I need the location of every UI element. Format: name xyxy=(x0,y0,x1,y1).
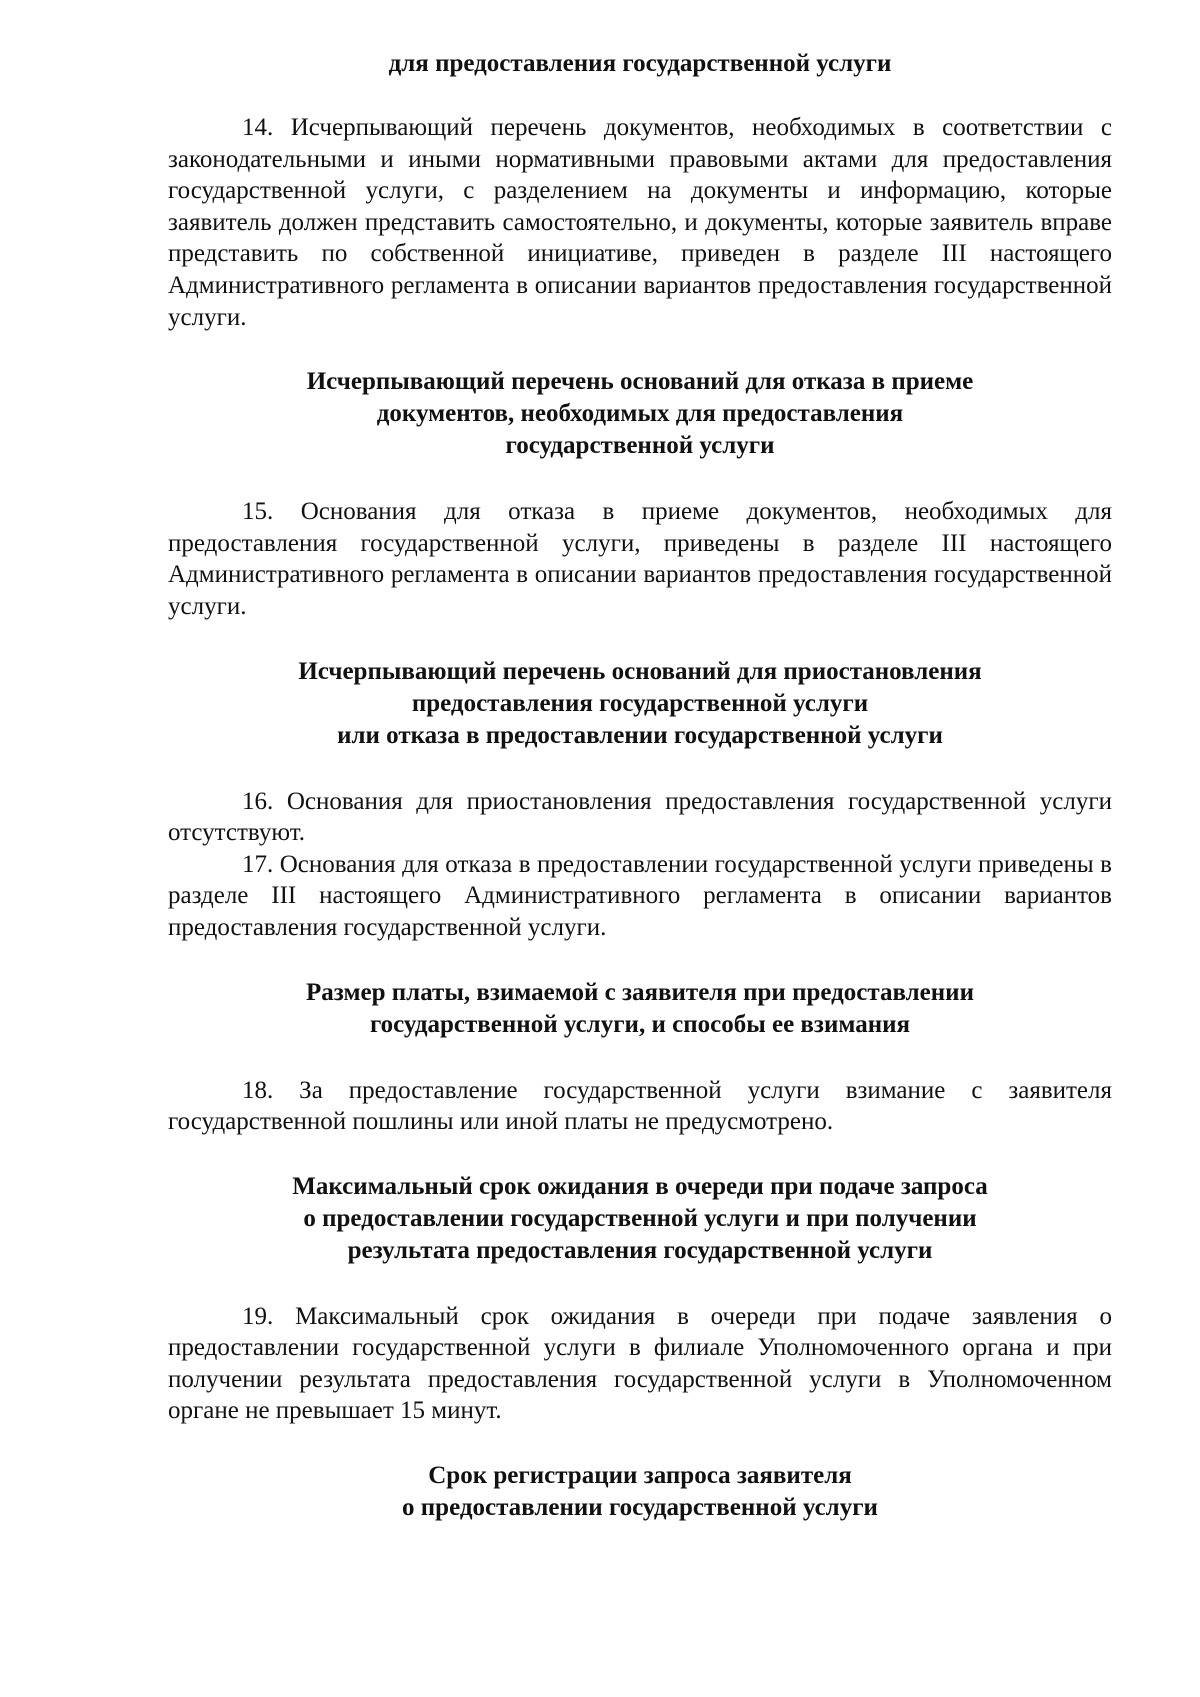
paragraph-17: 17. Основания для отказа в предоставлении государственной услуги приведены в разделе III настоящего Административного регламента в описании вариантов предоставления государственной услуги. xyxy=(168,850,1112,941)
document-page xyxy=(168,48,1112,1524)
paragraph-14: 14. Исчерпывающий перечень документов, необходимых в соответствии с законодательными и иными нормативными правовыми актами для предоставления государственной услуги, с разделением на документы и информацию, которые заявитель должен представить самостоятельно, и документы, которые заявитель вправе представить по собственной инициативе, приведен в разделе III настоящего Административного регламента в описании вариантов предоставления государственной услуги. xyxy=(168,114,1112,331)
paragraph-19: 19. Максимальный срок ожидания в очереди при подаче заявления о предоставлении государственной услуги в филиале Уполномоченного органа и при получении результата предоставления государственной услуги в Уполномоченном органе не превышает 15 минут. xyxy=(168,1302,1112,1425)
heading-registration-time: Срок регистрации запроса заявителя о предоставлении государственной услуги xyxy=(402,1462,878,1522)
heading-queue-time: Максимальный срок ожидания в очереди при подаче запроса о предоставлении государственной услуги и при получении результата предоставления государственной услуги xyxy=(292,1172,988,1264)
heading-suspension-refusal: Исчерпывающий перечень оснований для приостановления предоставления государственной услуги или отказа в предоставлении государственной услуги xyxy=(298,657,982,749)
paragraph-15: 15. Основания для отказа в приеме документов, необходимых для предоставления государственной услуги, приведены в разделе III настоящего Административного регламента в описании вариантов предоставления государственной услуги. xyxy=(168,498,1112,620)
heading-fee: Размер платы, взимаемой с заявителя при предоставлении государственной услуги, и способы ее взимания xyxy=(306,978,974,1038)
paragraph-16: 16. Основания для приостановления предоставления государственной услуги отсутствуют. xyxy=(168,787,1112,847)
section-heading-continuation: для предоставления государственной услуги xyxy=(388,50,892,77)
heading-refusal-reception: Исчерпывающий перечень оснований для отказа в приеме документов, необходимых для предоставления государственной услуги xyxy=(306,368,974,460)
paragraph-18: 18. За предоставление государственной услуги взимание с заявителя государственной пошлины или иной платы не предусмотрено. xyxy=(168,1076,1112,1136)
